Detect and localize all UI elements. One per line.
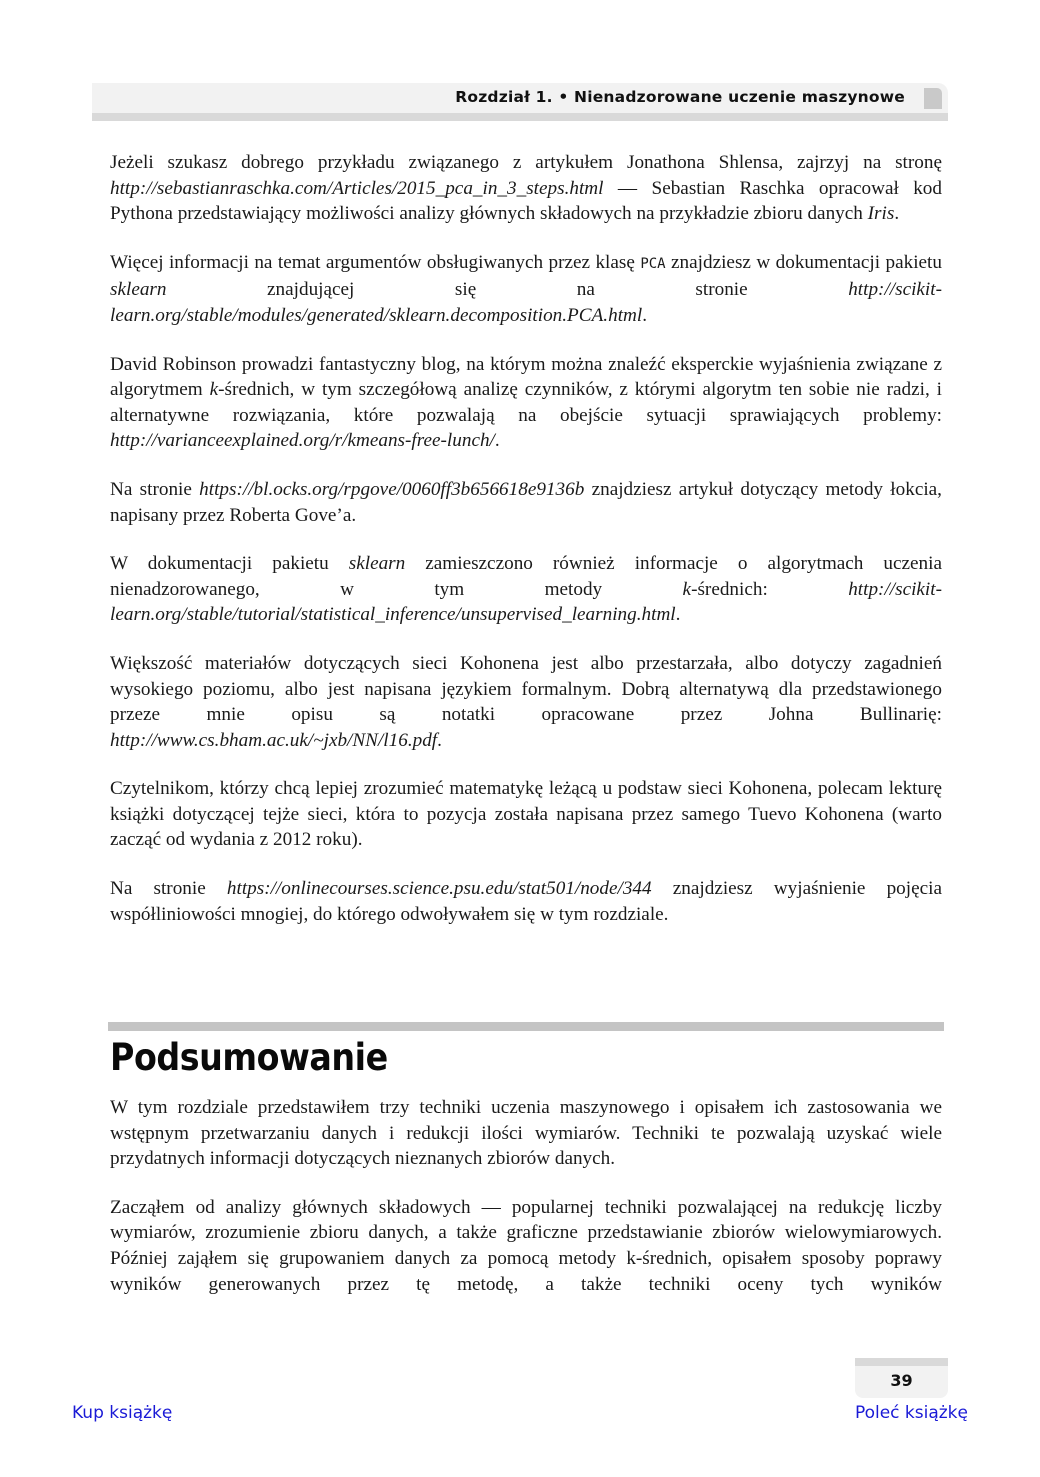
- url-text: https://bl.ocks.org/rpgove/0060ff3b656618e9136b: [199, 478, 585, 500]
- paragraph: [110, 250, 942, 329]
- text-run: — Sebastian Raschka opracował kod Pythona przedstawiający możliwości analizy głównych składowych na przykładzie zbioru danych: [110, 177, 942, 225]
- text-run: zamieszczono również informacje o algorytmach uczenia nienadzorowanego, w tym metody: [110, 553, 942, 600]
- text-run: .: [494, 430, 500, 452]
- section-heading: Podsumowanie: [110, 1036, 388, 1079]
- text-run: Czytelnikom, którzy chcą lepiej zrozumieć matematykę leżącą u podstaw sieci Kohonena, polecam lekturę książki dotyczącej tejże sieci, która to pozycja została napisana przez samego Tuevo Kohonena (warto zacząć od wydania z 2012 roku).: [110, 778, 942, 851]
- text-run: W tym rozdziale przedstawiłem trzy techniki uczenia maszynowego i opisałem ich zastosowania we wstępnym przetwarzaniu danych i redukcji ilości wymiarów. Techniki te pozwalają uzyskać wiele przydatnych informacji dotyczących nieznanych zbiorów danych.: [110, 1097, 942, 1170]
- text-run: Na stronie: [110, 878, 227, 900]
- text-run: .: [894, 203, 900, 225]
- text-run: Jeżeli szukasz dobrego przykładu związanego z artykułem Jonathona Shlensa, zajrzyj na stronę: [110, 152, 942, 173]
- text-run: David Robinson prowadzi fantastyczny blog, na którym można znaleźć eksperckie wyjaśnienia związane z algorytmem: [110, 353, 942, 401]
- text-run: Zacząłem od analizy głównych składowych — popularnej techniki pozwalającej na redukcję liczby wymiarów, zrozumienie zbioru danych, a także graficzne przedstawianie zbiorów wielowymiarowych. Później zająłem się grupowaniem danych za pomocą metody: [110, 1196, 942, 1269]
- text-run: k: [209, 379, 219, 401]
- paragraph: [110, 1195, 942, 1297]
- recommend-book-link[interactable]: Poleć książkę: [854, 1403, 968, 1423]
- paragraph: [110, 651, 942, 753]
- url-text: http://scikit-learn.org/stable/tutorial/statistical_inference/unsupervised_learning.html: [110, 578, 942, 626]
- paragraph: [110, 1095, 942, 1172]
- paragraph: [110, 352, 942, 454]
- running-header-underline: [92, 113, 948, 121]
- text-run: znajdującej się na stronie: [166, 279, 849, 301]
- text-run: Więcej informacji na temat argumentów obsługiwanych przez klasę: [110, 251, 641, 273]
- section-divider: [108, 1022, 944, 1031]
- text-run: -średnich, opisałem sposoby poprawy wyników generowanych przez tę metodę, a także techniki oceny tych wyników: [110, 1247, 942, 1295]
- text-run: sklearn: [110, 279, 167, 301]
- url-text: http://scikit-learn.org/stable/modules/generated/sklearn.decomposition.PCA.html: [110, 279, 942, 326]
- code-text: PCA: [640, 255, 666, 272]
- paragraph: [110, 477, 942, 528]
- text-run: .: [675, 604, 681, 626]
- running-header-title: Rozdział 1. • Nienadzorowane uczenie maszynowe: [455, 88, 905, 106]
- paragraph: [110, 551, 942, 628]
- text-run: znajdziesz wyjaśnienie pojęcia współliniowości mnogiej, do którego odwoływałem się w tym rozdziale.: [110, 878, 942, 925]
- text-run: Na stronie: [110, 478, 200, 500]
- page-number: 39: [890, 1371, 913, 1390]
- text-run: sklearn: [348, 553, 406, 575]
- text-run: znajdziesz w dokumentacji pakietu: [665, 251, 942, 273]
- text-run: k: [626, 1247, 636, 1269]
- text-run: k: [682, 578, 692, 600]
- paragraph: [110, 776, 942, 853]
- paragraph: [110, 876, 942, 927]
- text-run: -średnich:: [691, 578, 849, 600]
- text-run: .: [642, 304, 648, 326]
- body-text: [110, 150, 942, 950]
- buy-book-link[interactable]: Kup książkę: [72, 1403, 173, 1423]
- url-text: https://onlinecourses.science.psu.edu/stat501/node/344: [226, 878, 652, 900]
- page-number-box-top: [855, 1358, 948, 1366]
- header-tab-marker: [924, 88, 942, 109]
- paragraph: [110, 150, 942, 227]
- url-text: http://www.cs.bham.ac.uk/~jxb/NN/l16.pdf: [110, 729, 438, 751]
- text-run: -średnich, w tym szczegółową analizę czynników, z którymi algorytm ten sobie nie radzi, i alternatywne rozwiązania, które pozwalają na obejście sytuacji sprawiających problemy:: [110, 379, 942, 426]
- text-run: znajdziesz artykuł dotyczący metody łokcia, napisany przez Roberta Gove’a.: [110, 478, 942, 526]
- url-text: http://varianceexplained.org/r/kmeans-free-lunch/: [110, 430, 495, 452]
- text-run: W dokumentacji pakietu: [110, 553, 349, 575]
- text-run: Większość materiałów dotyczących sieci Kohonena jest albo przestarzała, albo dotyczy zagadnień wysokiego poziomu, albo jest napisana językiem formalnym. Dobrą alternatywą dla przedstawionego przeze mnie opisu są notatki opracowane przez Johna Bullinarię:: [110, 652, 942, 726]
- url-text: http://sebastianraschka.com/Articles/2015_pca_in_3_steps.html: [110, 177, 604, 199]
- summary-text: [110, 1095, 942, 1320]
- text-run: .: [437, 729, 442, 751]
- text-run: Iris: [867, 203, 895, 225]
